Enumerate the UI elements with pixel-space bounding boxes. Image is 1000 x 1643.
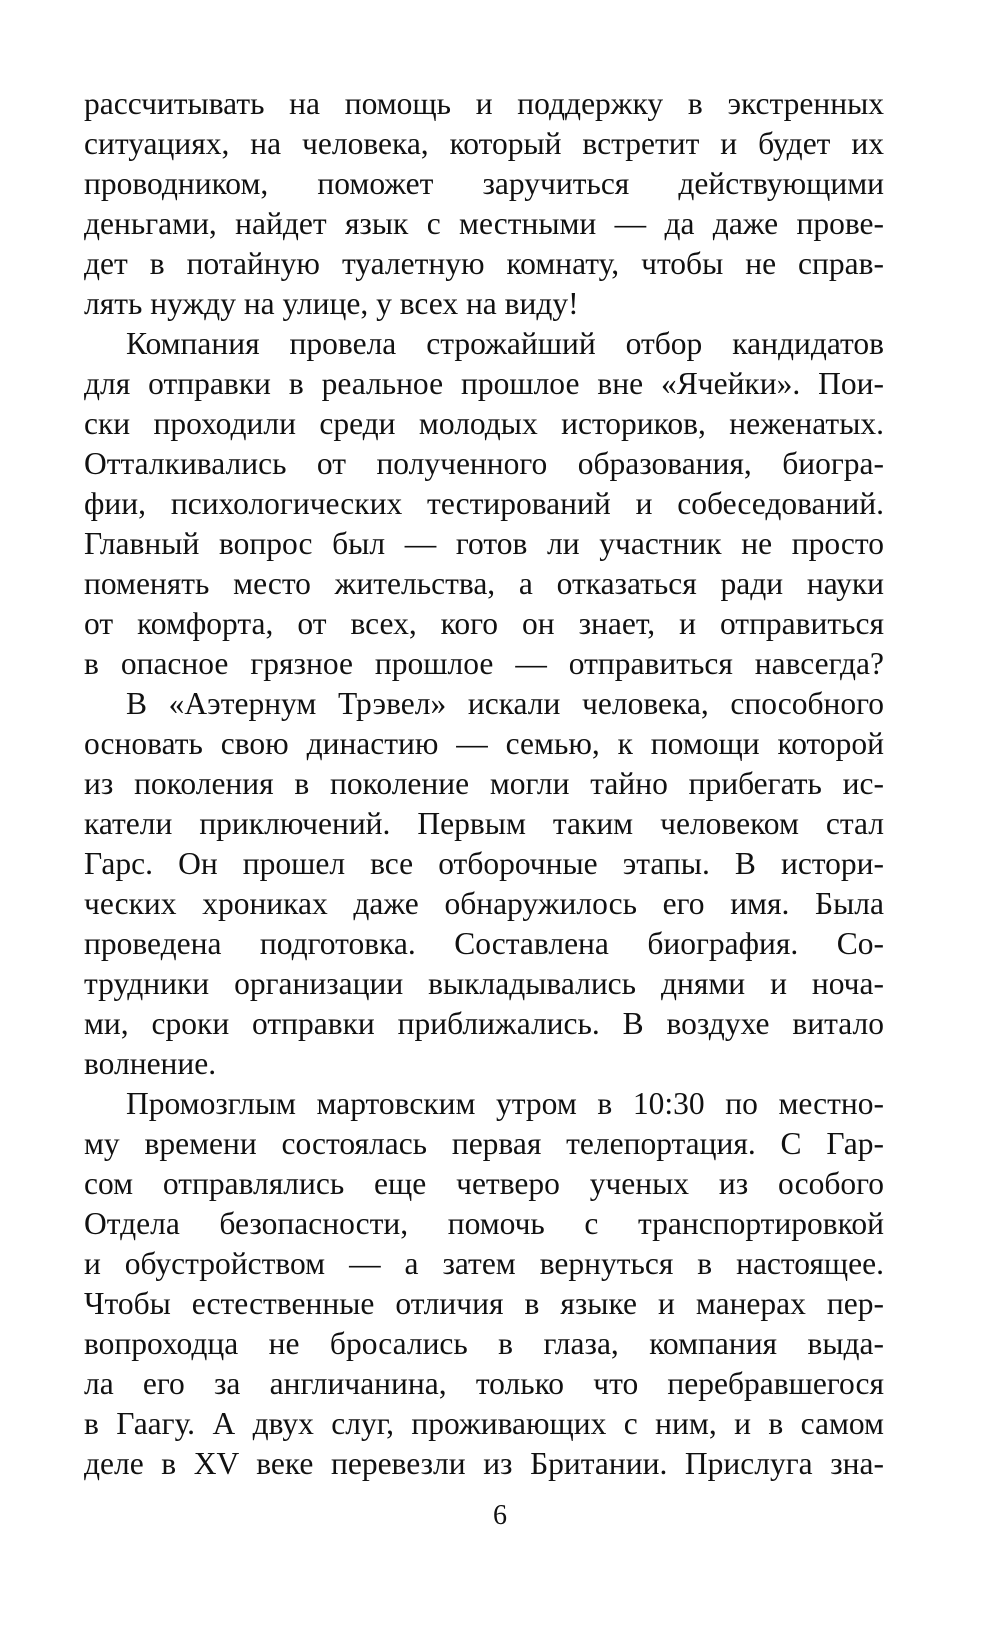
text-line: для отправки в реальное прошлое вне «Ячейки». Пои- — [84, 366, 884, 401]
text-line: ческих хрониках даже обнаружилось его имя. Была — [84, 886, 884, 921]
text-line: Отталкивались от полученного образования, биогра- — [84, 446, 884, 481]
text-line: В «Аэтернум Трэвел» искали человека, способного — [126, 686, 884, 721]
text-line: волнение. — [84, 1046, 217, 1081]
text-line: фии, психологических тестирований и собеседований. — [84, 486, 884, 521]
text-line: Компания провела строжайший отбор кандидатов — [126, 326, 884, 361]
text-line: из поколения в поколение могли тайно прибегать ис- — [84, 766, 884, 801]
text-line: и обустройством — а затем вернуться в настоящее. — [84, 1246, 884, 1281]
text-line: рассчитывать на помощь и поддержку в экстренных — [84, 86, 884, 121]
text-line: лять нужду на улице, у всех на виду! — [84, 286, 579, 321]
text-line: основать свою династию — семью, к помощи которой — [84, 726, 884, 761]
text-line: деле в XV веке перевезли из Британии. Прислуга зна- — [84, 1446, 884, 1481]
text-line: в опасное грязное прошлое — отправиться навсегда? — [84, 646, 884, 681]
text-line: Отдела безопасности, помочь с транспортировкой — [84, 1206, 884, 1241]
text-line: в Гаагу. А двух слуг, проживающих с ним, и в самом — [84, 1406, 884, 1441]
text-line: ски проходили среди молодых историков, неженатых. — [84, 406, 884, 441]
text-line: проводником, поможет заручиться действующими — [84, 166, 884, 201]
text-line: трудники организации выкладывались днями и ноча- — [84, 966, 884, 1001]
text-line: Чтобы естественные отличия в языке и манерах пер- — [84, 1286, 884, 1321]
text-line: ми, сроки отправки приближались. В воздухе витало — [84, 1006, 884, 1041]
text-line: Главный вопрос был — готов ли участник не просто — [84, 526, 884, 561]
text-line: сом отправлялись еще четверо ученых из особого — [84, 1166, 884, 1201]
page-number: 6 — [493, 1500, 507, 1531]
text-line: ситуациях, на человека, который встретит и будет их — [84, 126, 884, 161]
text-line: проведена подготовка. Составлена биография. Со- — [84, 926, 884, 961]
text-line: Гарс. Он прошел все отборочные этапы. В истори- — [84, 846, 884, 881]
body-text — [84, 84, 884, 1484]
text-line: вопроходца не бросались в глаза, компания выда- — [84, 1326, 884, 1361]
text-line: от комфорта, от всех, кого он знает, и отправиться — [84, 606, 884, 641]
text-line: катели приключений. Первым таким человеком стал — [84, 806, 884, 841]
text-line: поменять место жительства, а отказаться ради науки — [84, 566, 884, 601]
text-line: ла его за англичанина, только что перебравшегося — [84, 1366, 884, 1401]
text-line: Промозглым мартовским утром в 10:30 по местно- — [126, 1086, 884, 1121]
text-line: дет в потайную туалетную комнату, чтобы не справ- — [84, 246, 884, 281]
text-line: деньгами, найдет язык с местными — да даже прове- — [84, 206, 884, 241]
text-line: му времени состоялась первая телепортация. С Гар- — [84, 1126, 884, 1161]
